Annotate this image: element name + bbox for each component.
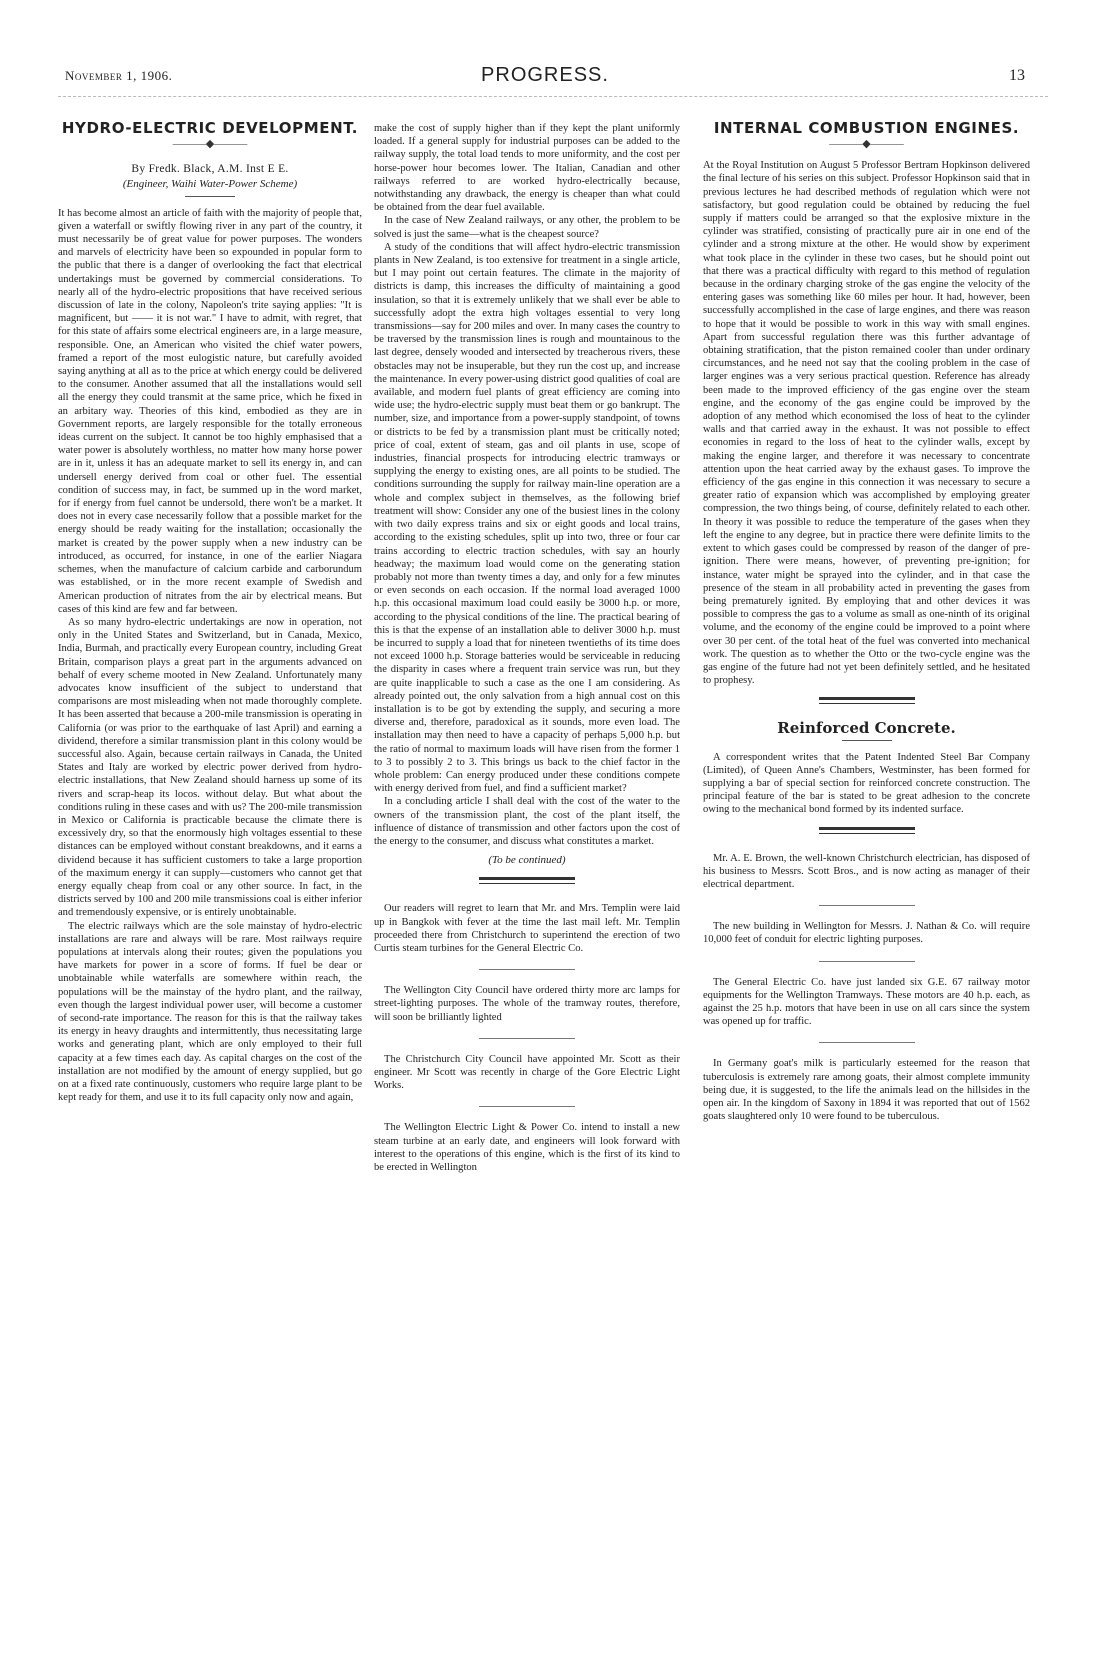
news-note: The Wellington Electric Light & Power Co. intend to install a new steam turbine at an early date, and engineers will look forward with interest to the operations of this engine, which is the first of its kind to be erected in Wellington xyxy=(374,1122,680,1174)
author-affiliation: (Engineer, Waihi Water-Power Scheme) xyxy=(122,178,298,191)
page-header xyxy=(65,64,1025,90)
headline-ornament: ———◆——— xyxy=(172,138,248,151)
news-note: Mr. A. E. Brown, the well-known Christchurch electrician, has disposed of his business to Messrs. Scott Bros., and is now acting as manager of their electrical department. xyxy=(703,852,1030,890)
article-paragraph: A study of the conditions that will affect hydro-electric transmission plants in New Zealand, is too extensive for treatment in a single article, but I may point out certain features. The climate in the majority of districts is damp, this increases the difficulty of maintaining a good insulation, so that it is extremely unlikely that we shall ever be able to successfully adopt the extra high voltages essential to very long transmissions—say for 200 miles and over. In many cases the country to be traversed by the transmission lines is rough and mountainous to the last degree, densely wooded and intersected by treacherous rivers, these obstacles may not be insuperable, but they run the cost up, and increase the maintenance. In every power-using district good qualities of coal are available, and modern fuel plants of great efficiency are coming into wide use; the hydro-electric supply must beat them or go bankrupt. The number, size, and importance from a power-supply standpoint, of towns or districts to be fed by a transmission plant must be critically noted; price of coal, extent of steam, gas and oil plants in use, scope of industries, financial prospects for introducing electric tramways or supplying the energy to existing ones, are all points to be studied. The conditions surrounding the supply for railway main-line operation are a whole and complex subject in themselves, as the following brief treatment will show: Consider any one of the busiest lines in the colony with two daily express trains and six or eight goods and local trains, according to the existing schedules, split up into two, three or four car trains according to electric traction schedules, with say an hourly headway; the maximum load would come on the generating station probably not more than twenty times a day, and only for a few minutes or even seconds on each occasion. If the normal load averaged 1000 h.p. this occasional maximum load could easily be 3000 h.p. or more, according to the physical conditions of the line. The practical bearing of this is that the expense of an installation able to deliver 3000 h.p. must be incurred to supply a load that for nineteen twentieths of its time does not exceed 1000 h.p. Storage batteries would be serviceable in reducing the disparity in cases where a frequent train service was run, but they are quite inapplicable to such a case as the one I am considering. As already pointed out, the only salvation from a high annual cost on this installation is to be got by extending the supply, and securing a more diverse and, therefore, paradoxical as it sounds, more even load. The installation may then need to have a capacity of perhaps 5,000 h.p. but the ratio of normal to maximum loads will have risen from the former 1 to 3 to possibly 2 to 3. This brings us back to the chief factor in the whole problem: Can energy produced under these conditions compete with energy derived from fuel, and find a sufficient market? xyxy=(374,241,680,795)
section-divider xyxy=(819,827,915,834)
article-byline: By Fredk. Black, A.M. Inst E E. xyxy=(131,163,289,176)
note-divider xyxy=(479,1038,575,1039)
note-divider xyxy=(819,961,915,962)
header-rule xyxy=(58,96,1048,97)
article-paragraph: It has become almost an article of faith with the majority of people that, given a waterfall or swiftly flowing river in any part of the country, it must necessarily be of great value for power purposes. The wonders and marvels of electricity have been so expounded in popular form to the public that there is a danger of overlooking the fact that electrical undertakings must be governed by commercial considerations. To nearly all of the hydro-electric propositions that have received serious discussion of late in the colony, Napoleon's trite saying applies: "It is magnificent, but —— it is not war." I have to admit, with regret, that for this state of affairs some electrical engineers are, in a large measure, responsible. One, an American who visited the chief water powers, framed a report of the most eulogistic nature, but carefully avoided saying anything at all as to the price at which energy could be delivered to the consumer. Another assumed that all the installations would sell all the energy they could transmit at the same price, which he fixed in an arbitary way. Theories of this kind, embodied as they are in Government reports, are largely responsible for the totally erroneous ideas current on the subject. It cannot be too highly emphasised that a water power is absolutely worthless, no matter how many horse power are in it, unless it has an adequate market to sell its energy in, and can undersell energy derived from coal or other fuel. The essential condition of success may, in fact, be summed up in the word market, for if energy from fuel cannot be undersold, there won't be a market. It does not in every case necessarily follow that a possible market for the energy should be ready waiting for the installation; occasionally the market is created by the power supply when a new industry can be introduced, as occurred, for instance, in one of the earlier Niagara schemes, when the manufacture of calcium carbide and carborundum was established, or in the more recent example of Swedish and American production of nitrates from the air by electrical means. But cases of this kind are few and far between. xyxy=(58,207,362,615)
byline-rule xyxy=(185,196,235,197)
note-divider xyxy=(479,969,575,970)
note-divider xyxy=(479,1106,575,1107)
article-paragraph: In the case of New Zealand railways, or any other, the problem to be solved is just the same—what is the cheapest source? xyxy=(374,215,680,240)
news-note: Our readers will regret to learn that Mr. and Mrs. Templin were laid up in Bangkok with fever at the time the last mail left. Mr. Templin proceeded there from Christchurch to superintend the erection of two Curtis steam turbines for the General Electric Co. xyxy=(374,903,680,954)
page-number: 13 xyxy=(1009,67,1025,84)
article-headline-concrete: Reinforced Concrete. xyxy=(777,719,956,738)
article-paragraph: At the Royal Institution on August 5 Professor Bertram Hopkinson delivered the final lecture of his series on this subject. Professor Hopkinson said that in previous lectures he had described methods of regulation which were not satisfactory, but good regulation could be obtained by reducing the fuel supply if matters could be arranged so that the explosive mixture in the cylinder was stratified, consisting of practically pure air in one end of the cylinder and a strong mixture at the other. He would show by experiment what took place in the cylinder in these two cases, but he should point out that there was a practical difficulty with regard to this method of regulation because in the ordinary charging stroke of the gas engine the velocity of the entering gases was something like 60 miles per hour. It had, however, been successfully accomplished in the case of large engines, and there was reason to hope that it would be possible to work in this way with small engines. Apart from successful regulation there was this further advantage of obtaining stratification, that the piston remained cooler than under ordinary circumstances, and he need not say that the cooling problem in the case of larger engines was a very serious practical question. Reference has already been made to the improved efficiency of the gas engine over the steam engine, and the economy of the gas engine could be improved by the adoption of any method which economised the loss of heat to the cylinder walls and that carried away in the exhaust. It was not possible to effect economies in regard to the loss of heat to the cylinder walls, except by making the engine larger, and therefore it was necessary to concentrate attention upon the heat carried away by the exhaust gases. To improve the efficiency of the gas engine in this connection it was necessary to secure a greater ratio of expansion which was accomplished by employing greater compression, the two things being, of course, definitely related to each other. In theory it was possible to reduce the temperature of the gases when they left the engine to any degree, but in practice there were definite limits to the extent to which gases could be compressed by reason of the danger of pre-ignition. There were means, however, of preventing pre-ignition; for instance, water might be sprayed into the cylinder, and in that case the presence of the steam in all probability acted in preventing the gases from being prematurely ignited. By employing that and other devices it was possible to compress the gas to a volume as small as one-ninth of its original volume, and the economy of the engine could be improved to a point where over 30 per cent. of the total heat of the fuel was converted into mechanical work. The question as to whether the Otto or the two-cycle engine was the gas engine of the future had not yet been definitely settled, and he hesitated to prophesy. xyxy=(703,160,1030,687)
article-headline-hydro: HYDRO-ELECTRIC DEVELOPMENT. xyxy=(61,119,359,137)
section-divider xyxy=(819,697,915,704)
column-3 xyxy=(703,119,1030,1123)
issue-date: November 1, 1906. xyxy=(65,68,173,83)
publication-title: PROGRESS. xyxy=(481,64,609,86)
article-paragraph: A correspondent writes that the Patent Indented Steel Bar Company (Limited), of Queen Anne's Chambers, Westminster, has been formed for supplying a bar of special section for reinforced concrete construction. The principal feature of the bar is stated to be great adhesion to the concrete owing to the mechanical bond formed by its indented surface. xyxy=(703,751,1030,816)
headline-rule xyxy=(842,740,892,741)
news-note: The General Electric Co. have just landed six G.E. 67 railway motor equipments for the Wellington Tramways. These motors are 40 h.p. each, as against the 25 h.p. motors that have been in use on all cars since the system was opened up for traffic. xyxy=(703,976,1030,1028)
news-note: The Wellington City Council have ordered thirty more arc lamps for street-lighting purposes. The whole of the tramway routes, therefore, will soon be brilliantly lighted xyxy=(374,985,680,1023)
section-divider xyxy=(479,877,575,884)
note-divider xyxy=(819,1042,915,1043)
news-note: In Germany goat's milk is particularly esteemed for the reason that tuberculosis is extremely rare among goats, their almost complete immunity being due, it is suggested, to the life the animals lead on the hillsides in the open air. In the kingdom of Saxony in 1894 it was reported that out of 1562 goats slaughtered only 10 were found to be tuberculous. xyxy=(703,1058,1030,1123)
news-note: The Christchurch City Council have appointed Mr. Scott as their engineer. Mr Scott was recently in charge of the Gore Electric Light Works. xyxy=(374,1053,680,1092)
article-paragraph: make the cost of supply higher than if they kept the plant uniformly loaded. If a general supply for industrial purposes can be added to the railway supply, the total load tends to more uniformity, and the cost per horse-power hour becomes lower. The Italian, Canadian and other railways referred to are worked hydro-electrically because, notwithstanding any drawback, the energy is cheaper than what could be obtained from the dear fuel available. xyxy=(374,123,680,214)
note-divider xyxy=(819,905,915,906)
article-headline-combustion: INTERNAL COMBUSTION ENGINES. xyxy=(713,119,1020,137)
article-paragraph: As so many hydro-electric undertakings are now in operation, not only in the United States and Switzerland, but in Canada, Mexico, India, Burmah, and practically every European country, including Great Britain, comparison plays a great part in the arguments advanced on behalf of every scheme mooted in New Zealand. Unfortunately many advocates know insufficient of the subject to understand that comparisons are most misleading when not made thoroughly complete. It has been asserted that because a 200-mile transmission is operating in California (or was prior to the earthquake of last April) and earning a dividend, therefore a similar transmission plant in this colony would be successful also. Again, because certain railways in Canada, the United States and Italy are worked by electric power derived from hydro-electric installations, that New Zealand should harness up some of its rivers and scrap-heap its locos. without delay. But what about the conditions ruling in these cases and with us? The 200-mile transmission in Mexico or California is practicable because the climate there is excessively dry, so that the enormously high voltages essential to these distances can be employed without constant breakdowns, and it earns a dividend because it has sufficient customers to take a large proportion of the maximum energy it can supply—customers who cannot get that energy equally cheap from coal or any other source. In fact, in the districts served by 100 and 200 mile transmissions coal is either inferior and tremendously expensive, or is entirely unobtainable. xyxy=(58,616,362,919)
news-note: The new building in Wellington for Messrs. J. Nathan & Co. will require 10,000 feet of conduit for electric lighting purposes. xyxy=(703,921,1030,946)
column-1 xyxy=(58,119,362,1104)
article-paragraph: The electric railways which are the sole mainstay of hydro-electric installations are rare and always will be rare. Most railways require populations at intervals along their routes; given the populations you have markets for power in a score of forms. If fuel be dear or unobtainable while waterfalls are somewhere within reach, the populations will be the mainstay of the hydro plant, and the railway, even though the largest individual power user, will become a customer of second-rate importance. The reason for this is that the railway takes its energy in heavy draughts and intermittently, thus necessitating large works and generating plant, which are only employed to their full capacity at a few times each day. As capital charges on the cost of the installation are not modified by the amount of energy supplied, but go on at a fixed rate continuously, customers who require large plant to be kept ready for them, and use it to its full capacity only now and again, xyxy=(58,920,362,1104)
article-paragraph: In a concluding article I shall deal with the cost of the water to the owners of the transmission plant, the cost of the plant itself, the influence of distance of transmission and other factors upon the cost of the energy to the consumer, and discuss what constitutes a market. xyxy=(374,796,680,847)
headline-ornament: ———◆——— xyxy=(829,138,904,151)
continued-note: (To be continued) xyxy=(488,854,566,867)
column-2 xyxy=(374,122,680,1174)
